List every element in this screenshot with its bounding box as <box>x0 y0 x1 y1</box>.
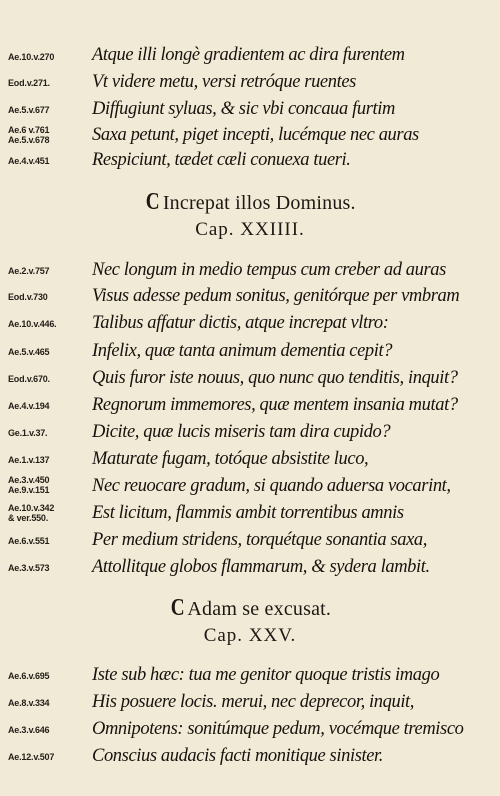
verse-line <box>0 556 500 578</box>
verse-text: Omnipotens: sonitúmque pedum, vocémque tremisco <box>92 719 464 739</box>
verse-line <box>0 312 500 334</box>
verse-reference: Eod.v.670. <box>8 374 50 384</box>
verse-reference: Ae.1.v.137 <box>8 455 50 465</box>
verse-text: Visus adesse pedum sonitus, genitórque per vmbram <box>92 286 460 306</box>
verse-line <box>0 124 500 146</box>
chapter-number: Cap. XXIIII. <box>195 219 305 240</box>
verse-reference: Ae.3.v.646 <box>8 725 50 735</box>
verse-text: Per medium stridens, torquétque sonantia saxa, <box>92 530 427 550</box>
verse-reference: Ae.6.v.551 <box>8 536 50 546</box>
verse-text: Regnorum immemores, quæ mentem insania mutat? <box>92 395 458 415</box>
verse-text: Diffugiunt syluas, & sic vbi concaua furtim <box>92 99 395 119</box>
verse-reference: Ge.1.v.37. <box>8 428 48 438</box>
section-heading <box>0 596 500 621</box>
verse-text: Talibus affatur dictis, atque increpat vltro: <box>92 313 389 333</box>
verse-text: Saxa petunt, piget incepti, lucémque nec auras <box>92 125 419 145</box>
verse-text: Maturate fugam, totóque absistite luco, <box>92 449 369 469</box>
verse-reference: Eod.v.271. <box>8 78 50 88</box>
verse-line <box>0 340 500 362</box>
verse-reference: Ae.6.v.695 <box>8 671 50 681</box>
heading-title: Adam se excusat. <box>187 598 332 620</box>
verse-reference: Ae.8.v.334 <box>8 698 50 708</box>
verse-reference: Ae.4.v.194 <box>8 401 50 411</box>
verse-reference: Ae.12.v.507 <box>8 752 55 762</box>
verse-reference: Ae.6 v.761 Ae.5.v.678 <box>8 125 50 145</box>
verse-reference: Ae.10.v.342 & ver.550. <box>8 503 55 523</box>
verse-line <box>0 98 500 120</box>
verse-text: Vt videre metu, versi retróque ruentes <box>92 72 356 92</box>
verse-line <box>0 529 500 551</box>
verse-text: Conscius audacis facti monitique sinister. <box>92 746 384 766</box>
verse-text: Est licitum, flammis ambit torrentibus amnis <box>92 503 404 523</box>
verse-reference: Ae.10.v.446. <box>8 319 57 329</box>
verse-line <box>0 421 500 443</box>
verse-reference: Ae.3.v.573 <box>8 563 50 573</box>
verse-text: Infelix, quæ tanta animum dementia cepit? <box>92 341 393 361</box>
verse-line <box>0 71 500 93</box>
verse-reference: Eod.v.730 <box>8 292 48 302</box>
verse-line <box>0 691 500 713</box>
verse-line <box>0 285 500 307</box>
verse-line <box>0 745 500 767</box>
chapter-number: Cap. XXV. <box>203 625 297 646</box>
verse-line <box>0 448 500 470</box>
verse-line <box>0 44 500 66</box>
verse-line <box>0 367 500 389</box>
section-heading <box>0 190 500 215</box>
verse-text: Nec longum in medio tempus cum creber ad auras <box>92 260 446 280</box>
verse-reference: Ae.5.v.677 <box>8 105 50 115</box>
verse-line <box>0 502 500 524</box>
verse-reference: Ae.2.v.757 <box>8 266 50 276</box>
verse-reference: Ae.5.v.465 <box>8 347 50 357</box>
verse-line <box>0 475 500 497</box>
verse-text: Nec reuocare gradum, si quando aduersa vocarint, <box>92 476 451 496</box>
heading-title: Increpat illos Dominus. <box>162 192 356 214</box>
verse-text: Quis furor iste nouus, quo nunc quo tenditis, inquit? <box>92 368 458 388</box>
verse-reference: Ae.4.v.451 <box>8 156 50 166</box>
verse-text: Attollitque globos flammarum, & sydera lambit. <box>92 557 430 577</box>
verse-text: Dicite, quæ lucis miseris tam dira cupido? <box>92 422 391 442</box>
paragraph-mark-icon: C <box>170 595 185 621</box>
verse-reference: Ae.10.v.270 <box>8 52 55 62</box>
verse-line <box>0 664 500 686</box>
paragraph-mark-icon: C <box>146 189 161 215</box>
verse-text: Atque illi longè gradientem ac dira furentem <box>92 45 405 65</box>
verse-reference: Ae.3.v.450 Ae.9.v.151 <box>8 475 50 495</box>
verse-line <box>0 718 500 740</box>
verse-line <box>0 149 500 171</box>
verse-text: Iste sub hæc: tua me genitor quoque tristis imago <box>92 665 440 685</box>
verse-line <box>0 394 500 416</box>
verse-line <box>0 259 500 281</box>
verse-text: Respiciunt, tædet cæli conuexa tueri. <box>92 150 351 170</box>
verse-text: His posuere locis. merui, nec deprecor, inquit, <box>92 692 415 712</box>
